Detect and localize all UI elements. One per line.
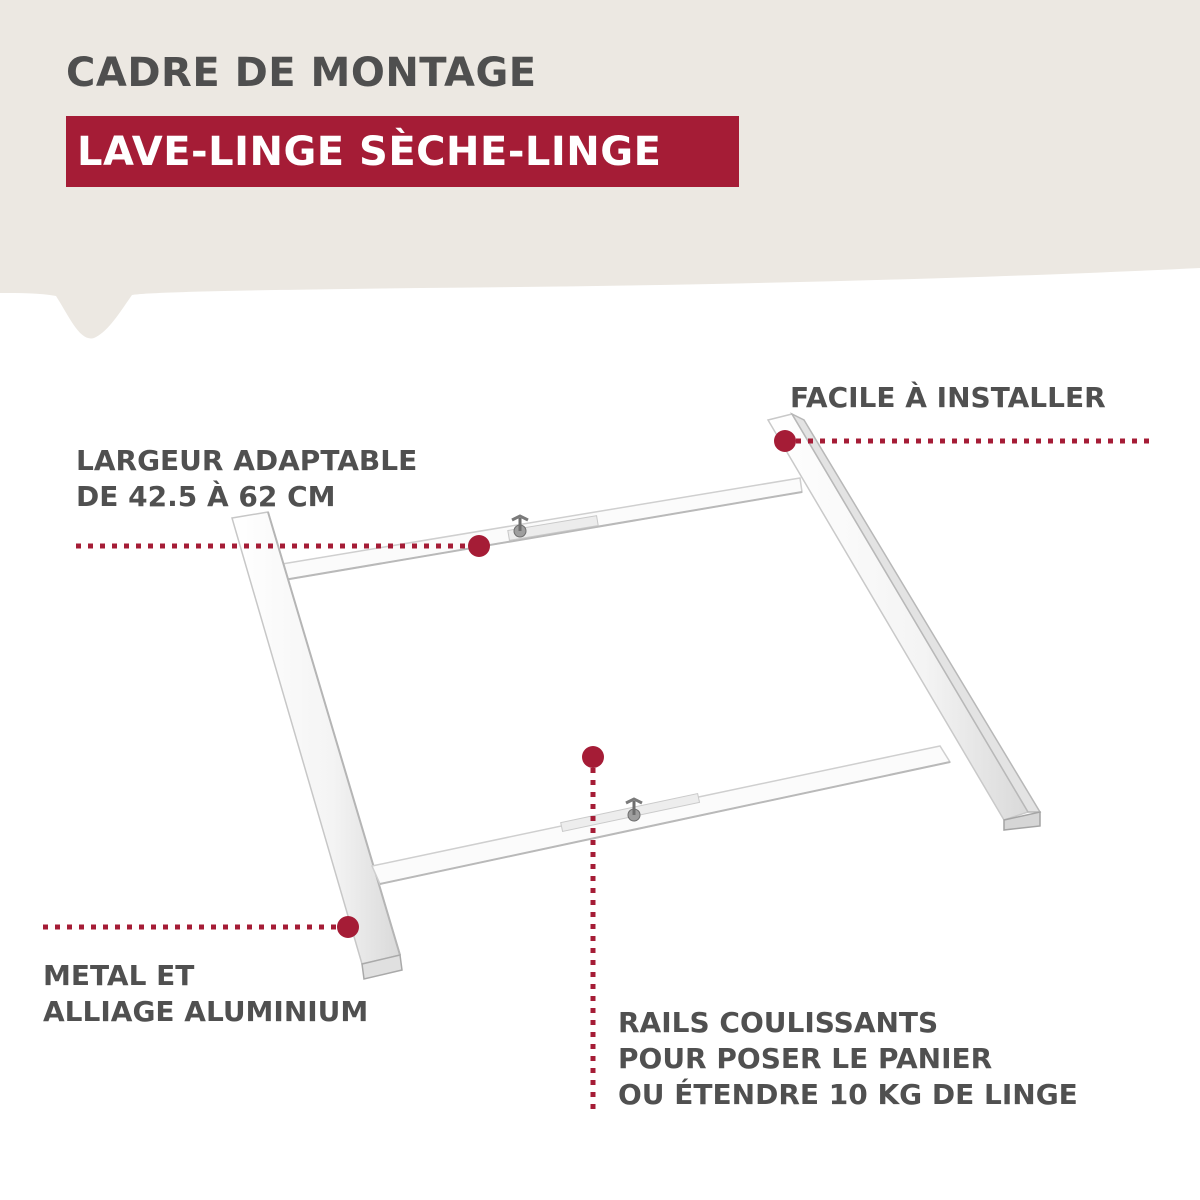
feature-label-largeur (76, 443, 417, 515)
callout-dot-facile (774, 430, 796, 452)
callout-metal (43, 916, 359, 938)
feature-largeur-line1: LARGEUR ADAPTABLE (76, 444, 418, 477)
front-crossbar (372, 746, 950, 884)
feature-label-metal (43, 958, 368, 1030)
page-title: CADRE DE MONTAGE (66, 50, 537, 96)
callout-dot-metal (337, 916, 359, 938)
feature-rails-line1: RAILS COULISSANTS (618, 1006, 939, 1039)
callout-facile (774, 430, 1150, 452)
feature-facile-line1: FACILE À INSTALLER (790, 381, 1106, 414)
feature-largeur-line2: DE 42.5 À 62 CM (76, 480, 336, 513)
page-subtitle: LAVE-LINGE SÈCHE-LINGE (77, 128, 662, 175)
feature-rails-line2: POUR POSER LE PANIER (618, 1042, 993, 1075)
callout-dot-rails (582, 746, 604, 768)
feature-rails-line3: OU ÉTENDRE 10 KG DE LINGE (618, 1078, 1078, 1111)
callout-dot-largeur (468, 535, 490, 557)
feature-label-facile (790, 380, 1106, 416)
feature-metal-line1: METAL ET (43, 959, 195, 992)
left-rail (232, 512, 402, 979)
feature-metal-line2: ALLIAGE ALUMINIUM (43, 995, 369, 1028)
callout-rails (582, 746, 604, 1115)
feature-label-rails (618, 1005, 1078, 1113)
